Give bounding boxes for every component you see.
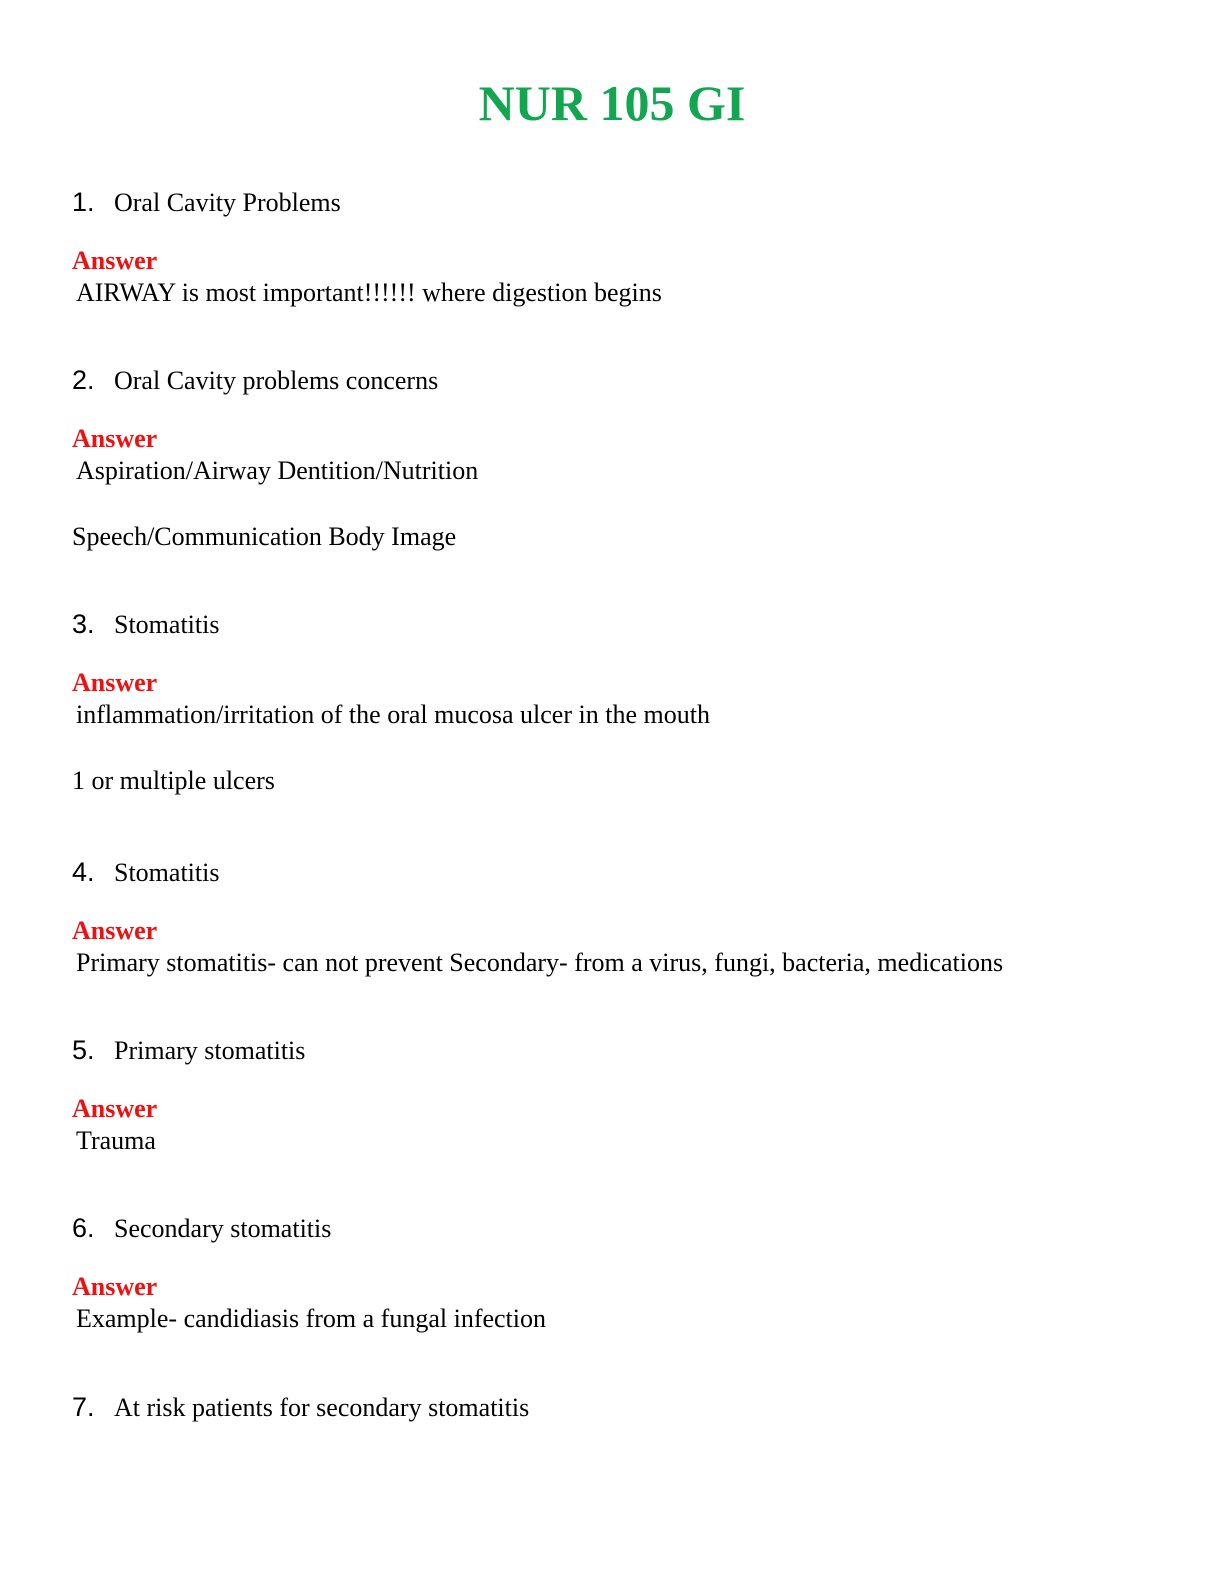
question-1 [72, 184, 1162, 220]
question-number: 4. [72, 857, 95, 887]
question-block-2 [72, 362, 1162, 554]
question-block-5 [72, 1032, 1162, 1158]
question-text: Oral Cavity problems concerns [114, 366, 439, 395]
question-4 [72, 854, 1162, 890]
answer-text: inflammation/irritation of the oral mucosa ulcer in the mouth [76, 700, 710, 729]
question-text: Stomatitis [114, 610, 220, 639]
question-3 [72, 606, 1162, 642]
question-block-3 [72, 606, 1162, 798]
question-block-1 [72, 184, 1162, 310]
question-number: 7. [72, 1392, 95, 1422]
question-5 [72, 1032, 1162, 1068]
question-text: Stomatitis [114, 858, 220, 887]
question-number: 5. [72, 1035, 95, 1065]
question-block-7 [72, 1389, 1162, 1425]
question-text: At risk patients for secondary stomatitis [114, 1393, 530, 1422]
answer-text-extra: 1 or multiple ulcers [72, 766, 275, 795]
question-block-4 [72, 854, 1162, 980]
question-number: 6. [72, 1213, 95, 1243]
answer-text: AIRWAY is most important!!!!!! where digestion begins [76, 278, 662, 307]
page-title: NUR 105 GI [478, 75, 746, 131]
question-text: Oral Cavity Problems [114, 188, 341, 217]
question-2 [72, 362, 1162, 398]
answer-label: Answer [72, 916, 158, 945]
answer-text-extra: Speech/Communication Body Image [72, 522, 457, 551]
answer-text: Aspiration/Airway Dentition/Nutrition [76, 456, 479, 485]
question-text: Primary stomatitis [114, 1036, 306, 1065]
question-6 [72, 1210, 1162, 1246]
question-number: 3. [72, 609, 95, 639]
question-number: 2. [72, 365, 95, 395]
answer-label: Answer [72, 1094, 158, 1123]
question-number: 1. [72, 187, 95, 217]
answer-text: Trauma [76, 1126, 156, 1155]
answer-label: Answer [72, 246, 158, 275]
answer-label: Answer [72, 668, 158, 697]
question-block-6 [72, 1210, 1162, 1336]
answer-text: Primary stomatitis- can not prevent Secondary- from a virus, fungi, bacteria, medications [76, 948, 1004, 977]
answer-label: Answer [72, 424, 158, 453]
answer-label: Answer [72, 1272, 158, 1301]
question-7 [72, 1389, 1162, 1425]
question-text: Secondary stomatitis [114, 1214, 332, 1243]
answer-text: Example- candidiasis from a fungal infection [76, 1304, 547, 1333]
